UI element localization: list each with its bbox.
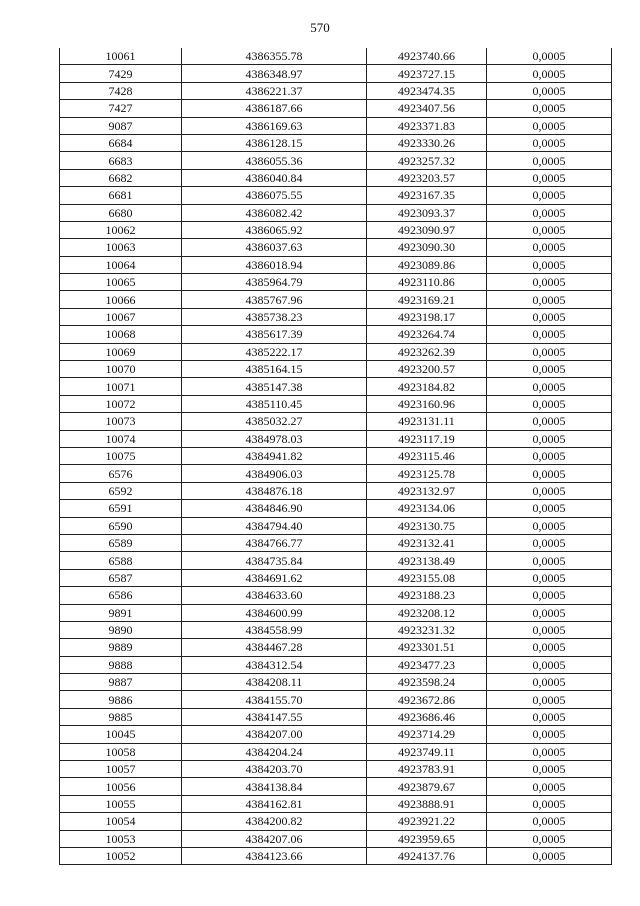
table-row	[60, 778, 612, 795]
tolerance-cell: 0,0005	[487, 795, 612, 812]
tolerance-cell: 0,0005	[487, 500, 612, 517]
y-coordinate-cell: 4923727.15	[367, 65, 487, 82]
point-id-cell: 10069	[60, 343, 182, 360]
y-coordinate-cell: 4923921.22	[367, 813, 487, 830]
table-row	[60, 674, 612, 691]
tolerance-cell: 0,0005	[487, 465, 612, 482]
coordinates-table	[59, 48, 612, 865]
point-id-cell: 10054	[60, 813, 182, 830]
tolerance-cell: 0,0005	[487, 274, 612, 291]
x-coordinate-cell: 4386348.97	[182, 65, 367, 82]
table-row	[60, 169, 612, 186]
table-row	[60, 639, 612, 656]
y-coordinate-cell: 4923208.12	[367, 604, 487, 621]
tolerance-cell: 0,0005	[487, 343, 612, 360]
table-row	[60, 361, 612, 378]
point-id-cell: 10056	[60, 778, 182, 795]
tolerance-cell: 0,0005	[487, 691, 612, 708]
table-row	[60, 761, 612, 778]
x-coordinate-cell: 4384204.24	[182, 743, 367, 760]
y-coordinate-cell: 4923131.11	[367, 413, 487, 430]
y-coordinate-cell: 4923130.75	[367, 517, 487, 534]
tolerance-cell: 0,0005	[487, 378, 612, 395]
point-id-cell: 6592	[60, 482, 182, 499]
tolerance-cell: 0,0005	[487, 152, 612, 169]
x-coordinate-cell: 4386037.63	[182, 239, 367, 256]
table-row	[60, 65, 612, 82]
point-id-cell: 10072	[60, 395, 182, 412]
point-id-cell: 6680	[60, 204, 182, 221]
point-id-cell: 9087	[60, 117, 182, 134]
x-coordinate-cell: 4384766.77	[182, 534, 367, 551]
tolerance-cell: 0,0005	[487, 517, 612, 534]
point-id-cell: 10066	[60, 291, 182, 308]
tolerance-cell: 0,0005	[487, 326, 612, 343]
y-coordinate-cell: 4923089.86	[367, 256, 487, 273]
point-id-cell: 6591	[60, 500, 182, 517]
table-row	[60, 500, 612, 517]
x-coordinate-cell: 4384558.99	[182, 621, 367, 638]
table-row	[60, 552, 612, 569]
y-coordinate-cell: 4923132.41	[367, 534, 487, 551]
x-coordinate-cell: 4384735.84	[182, 552, 367, 569]
tolerance-cell: 0,0005	[487, 604, 612, 621]
point-id-cell: 10057	[60, 761, 182, 778]
tolerance-cell: 0,0005	[487, 447, 612, 464]
tolerance-cell: 0,0005	[487, 65, 612, 82]
x-coordinate-cell: 4384691.62	[182, 569, 367, 586]
x-coordinate-cell: 4384794.40	[182, 517, 367, 534]
y-coordinate-cell: 4923093.37	[367, 204, 487, 221]
point-id-cell: 9890	[60, 621, 182, 638]
y-coordinate-cell: 4923200.57	[367, 361, 487, 378]
point-id-cell: 10068	[60, 326, 182, 343]
x-coordinate-cell: 4384155.70	[182, 691, 367, 708]
x-coordinate-cell: 4386128.15	[182, 134, 367, 151]
point-id-cell: 10075	[60, 447, 182, 464]
table-row	[60, 343, 612, 360]
table-row	[60, 413, 612, 430]
tolerance-cell: 0,0005	[487, 726, 612, 743]
x-coordinate-cell: 4386055.36	[182, 152, 367, 169]
x-coordinate-cell: 4386018.94	[182, 256, 367, 273]
x-coordinate-cell: 4384123.66	[182, 847, 367, 864]
point-id-cell: 6681	[60, 187, 182, 204]
point-id-cell: 10052	[60, 847, 182, 864]
table-row	[60, 726, 612, 743]
tolerance-cell: 0,0005	[487, 708, 612, 725]
tolerance-cell: 0,0005	[487, 743, 612, 760]
table-row	[60, 430, 612, 447]
x-coordinate-cell: 4386075.55	[182, 187, 367, 204]
table-row	[60, 743, 612, 760]
x-coordinate-cell: 4386040.84	[182, 169, 367, 186]
y-coordinate-cell: 4923132.97	[367, 482, 487, 499]
x-coordinate-cell: 4385110.45	[182, 395, 367, 412]
point-id-cell: 6683	[60, 152, 182, 169]
x-coordinate-cell: 4386082.42	[182, 204, 367, 221]
table-row	[60, 691, 612, 708]
point-id-cell: 9888	[60, 656, 182, 673]
tolerance-cell: 0,0005	[487, 117, 612, 134]
tolerance-cell: 0,0005	[487, 778, 612, 795]
table-row	[60, 708, 612, 725]
table-row	[60, 795, 612, 812]
point-id-cell: 10058	[60, 743, 182, 760]
y-coordinate-cell: 4923117.19	[367, 430, 487, 447]
tolerance-cell: 0,0005	[487, 569, 612, 586]
tolerance-cell: 0,0005	[487, 256, 612, 273]
x-coordinate-cell: 4385222.17	[182, 343, 367, 360]
y-coordinate-cell: 4923203.57	[367, 169, 487, 186]
table-row	[60, 378, 612, 395]
table-row	[60, 604, 612, 621]
point-id-cell: 10067	[60, 308, 182, 325]
x-coordinate-cell: 4384200.82	[182, 813, 367, 830]
tolerance-cell: 0,0005	[487, 847, 612, 864]
table-row	[60, 221, 612, 238]
y-coordinate-cell: 4923262.39	[367, 343, 487, 360]
table-row	[60, 204, 612, 221]
tolerance-cell: 0,0005	[487, 656, 612, 673]
y-coordinate-cell: 4923198.17	[367, 308, 487, 325]
table-row	[60, 830, 612, 847]
table-row	[60, 134, 612, 151]
point-id-cell: 10045	[60, 726, 182, 743]
table-row	[60, 274, 612, 291]
page-number: 570	[310, 20, 330, 35]
x-coordinate-cell: 4386355.78	[182, 48, 367, 65]
table-row	[60, 256, 612, 273]
table-row	[60, 587, 612, 604]
y-coordinate-cell: 4923167.35	[367, 187, 487, 204]
point-id-cell: 6682	[60, 169, 182, 186]
tolerance-cell: 0,0005	[487, 413, 612, 430]
tolerance-cell: 0,0005	[487, 204, 612, 221]
y-coordinate-cell: 4923474.35	[367, 82, 487, 99]
table-row	[60, 152, 612, 169]
table-row	[60, 813, 612, 830]
tolerance-cell: 0,0005	[487, 552, 612, 569]
x-coordinate-cell: 4384876.18	[182, 482, 367, 499]
y-coordinate-cell: 4923110.86	[367, 274, 487, 291]
tolerance-cell: 0,0005	[487, 587, 612, 604]
table-row	[60, 395, 612, 412]
table-row	[60, 482, 612, 499]
x-coordinate-cell: 4384207.06	[182, 830, 367, 847]
point-id-cell: 10073	[60, 413, 182, 430]
x-coordinate-cell: 4385147.38	[182, 378, 367, 395]
point-id-cell: 7427	[60, 100, 182, 117]
table-row	[60, 326, 612, 343]
x-coordinate-cell: 4385767.96	[182, 291, 367, 308]
tolerance-cell: 0,0005	[487, 221, 612, 238]
point-id-cell: 6587	[60, 569, 182, 586]
point-id-cell: 7429	[60, 65, 182, 82]
y-coordinate-cell: 4924137.76	[367, 847, 487, 864]
point-id-cell: 9891	[60, 604, 182, 621]
x-coordinate-cell: 4384978.03	[182, 430, 367, 447]
point-id-cell: 9886	[60, 691, 182, 708]
x-coordinate-cell: 4384203.70	[182, 761, 367, 778]
y-coordinate-cell: 4923125.78	[367, 465, 487, 482]
y-coordinate-cell: 4923090.97	[367, 221, 487, 238]
table-row	[60, 847, 612, 864]
x-coordinate-cell: 4384162.81	[182, 795, 367, 812]
tolerance-cell: 0,0005	[487, 430, 612, 447]
y-coordinate-cell: 4923598.24	[367, 674, 487, 691]
point-id-cell: 6588	[60, 552, 182, 569]
tolerance-cell: 0,0005	[487, 395, 612, 412]
point-id-cell: 7428	[60, 82, 182, 99]
y-coordinate-cell: 4923959.65	[367, 830, 487, 847]
table-row	[60, 187, 612, 204]
y-coordinate-cell: 4923115.46	[367, 447, 487, 464]
x-coordinate-cell: 4384906.03	[182, 465, 367, 482]
x-coordinate-cell: 4384846.90	[182, 500, 367, 517]
table-row	[60, 447, 612, 464]
point-id-cell: 6590	[60, 517, 182, 534]
tolerance-cell: 0,0005	[487, 100, 612, 117]
tolerance-cell: 0,0005	[487, 830, 612, 847]
x-coordinate-cell: 4384312.54	[182, 656, 367, 673]
point-id-cell: 6576	[60, 465, 182, 482]
x-coordinate-cell: 4384633.60	[182, 587, 367, 604]
table-row	[60, 534, 612, 551]
tolerance-cell: 0,0005	[487, 361, 612, 378]
y-coordinate-cell: 4923160.96	[367, 395, 487, 412]
x-coordinate-cell: 4384467.28	[182, 639, 367, 656]
x-coordinate-cell: 4384208.11	[182, 674, 367, 691]
point-id-cell: 6586	[60, 587, 182, 604]
y-coordinate-cell: 4923231.32	[367, 621, 487, 638]
x-coordinate-cell: 4385032.27	[182, 413, 367, 430]
y-coordinate-cell: 4923686.46	[367, 708, 487, 725]
point-id-cell: 10070	[60, 361, 182, 378]
y-coordinate-cell: 4923184.82	[367, 378, 487, 395]
x-coordinate-cell: 4384138.84	[182, 778, 367, 795]
y-coordinate-cell: 4923783.91	[367, 761, 487, 778]
y-coordinate-cell: 4923879.67	[367, 778, 487, 795]
table-row	[60, 82, 612, 99]
tolerance-cell: 0,0005	[487, 813, 612, 830]
point-id-cell: 10062	[60, 221, 182, 238]
tolerance-cell: 0,0005	[487, 239, 612, 256]
table-row	[60, 517, 612, 534]
x-coordinate-cell: 4384207.00	[182, 726, 367, 743]
tolerance-cell: 0,0005	[487, 48, 612, 65]
point-id-cell: 10055	[60, 795, 182, 812]
x-coordinate-cell: 4386169.63	[182, 117, 367, 134]
point-id-cell: 9885	[60, 708, 182, 725]
y-coordinate-cell: 4923134.06	[367, 500, 487, 517]
tolerance-cell: 0,0005	[487, 621, 612, 638]
x-coordinate-cell: 4385164.15	[182, 361, 367, 378]
point-id-cell: 9887	[60, 674, 182, 691]
table-row	[60, 308, 612, 325]
y-coordinate-cell: 4923169.21	[367, 291, 487, 308]
point-id-cell: 10061	[60, 48, 182, 65]
point-id-cell: 6589	[60, 534, 182, 551]
x-coordinate-cell: 4386221.37	[182, 82, 367, 99]
table-row	[60, 100, 612, 117]
tolerance-cell: 0,0005	[487, 761, 612, 778]
point-id-cell: 10074	[60, 430, 182, 447]
tolerance-cell: 0,0005	[487, 291, 612, 308]
tolerance-cell: 0,0005	[487, 187, 612, 204]
table-row	[60, 569, 612, 586]
point-id-cell: 10065	[60, 274, 182, 291]
x-coordinate-cell: 4386065.92	[182, 221, 367, 238]
y-coordinate-cell: 4923188.23	[367, 587, 487, 604]
y-coordinate-cell: 4923090.30	[367, 239, 487, 256]
x-coordinate-cell: 4385964.79	[182, 274, 367, 291]
y-coordinate-cell: 4923714.29	[367, 726, 487, 743]
x-coordinate-cell: 4384147.55	[182, 708, 367, 725]
point-id-cell: 10053	[60, 830, 182, 847]
y-coordinate-cell: 4923330.26	[367, 134, 487, 151]
y-coordinate-cell: 4923740.66	[367, 48, 487, 65]
y-coordinate-cell: 4923155.08	[367, 569, 487, 586]
table-row	[60, 239, 612, 256]
point-id-cell: 6684	[60, 134, 182, 151]
table-row	[60, 117, 612, 134]
y-coordinate-cell: 4923264.74	[367, 326, 487, 343]
point-id-cell: 10063	[60, 239, 182, 256]
tolerance-cell: 0,0005	[487, 674, 612, 691]
x-coordinate-cell: 4384600.99	[182, 604, 367, 621]
point-id-cell: 9889	[60, 639, 182, 656]
point-id-cell: 10064	[60, 256, 182, 273]
tolerance-cell: 0,0005	[487, 639, 612, 656]
tolerance-cell: 0,0005	[487, 482, 612, 499]
x-coordinate-cell: 4385617.39	[182, 326, 367, 343]
table-row	[60, 48, 612, 65]
table-row	[60, 291, 612, 308]
y-coordinate-cell: 4923257.32	[367, 152, 487, 169]
y-coordinate-cell: 4923888.91	[367, 795, 487, 812]
y-coordinate-cell: 4923749.11	[367, 743, 487, 760]
table-row	[60, 621, 612, 638]
tolerance-cell: 0,0005	[487, 534, 612, 551]
y-coordinate-cell: 4923301.51	[367, 639, 487, 656]
y-coordinate-cell: 4923407.56	[367, 100, 487, 117]
table-row	[60, 656, 612, 673]
x-coordinate-cell: 4385738.23	[182, 308, 367, 325]
tolerance-cell: 0,0005	[487, 82, 612, 99]
y-coordinate-cell: 4923672.86	[367, 691, 487, 708]
table-row	[60, 465, 612, 482]
y-coordinate-cell: 4923477.23	[367, 656, 487, 673]
y-coordinate-cell: 4923371.83	[367, 117, 487, 134]
tolerance-cell: 0,0005	[487, 308, 612, 325]
x-coordinate-cell: 4384941.82	[182, 447, 367, 464]
point-id-cell: 10071	[60, 378, 182, 395]
y-coordinate-cell: 4923138.49	[367, 552, 487, 569]
tolerance-cell: 0,0005	[487, 169, 612, 186]
x-coordinate-cell: 4386187.66	[182, 100, 367, 117]
tolerance-cell: 0,0005	[487, 134, 612, 151]
